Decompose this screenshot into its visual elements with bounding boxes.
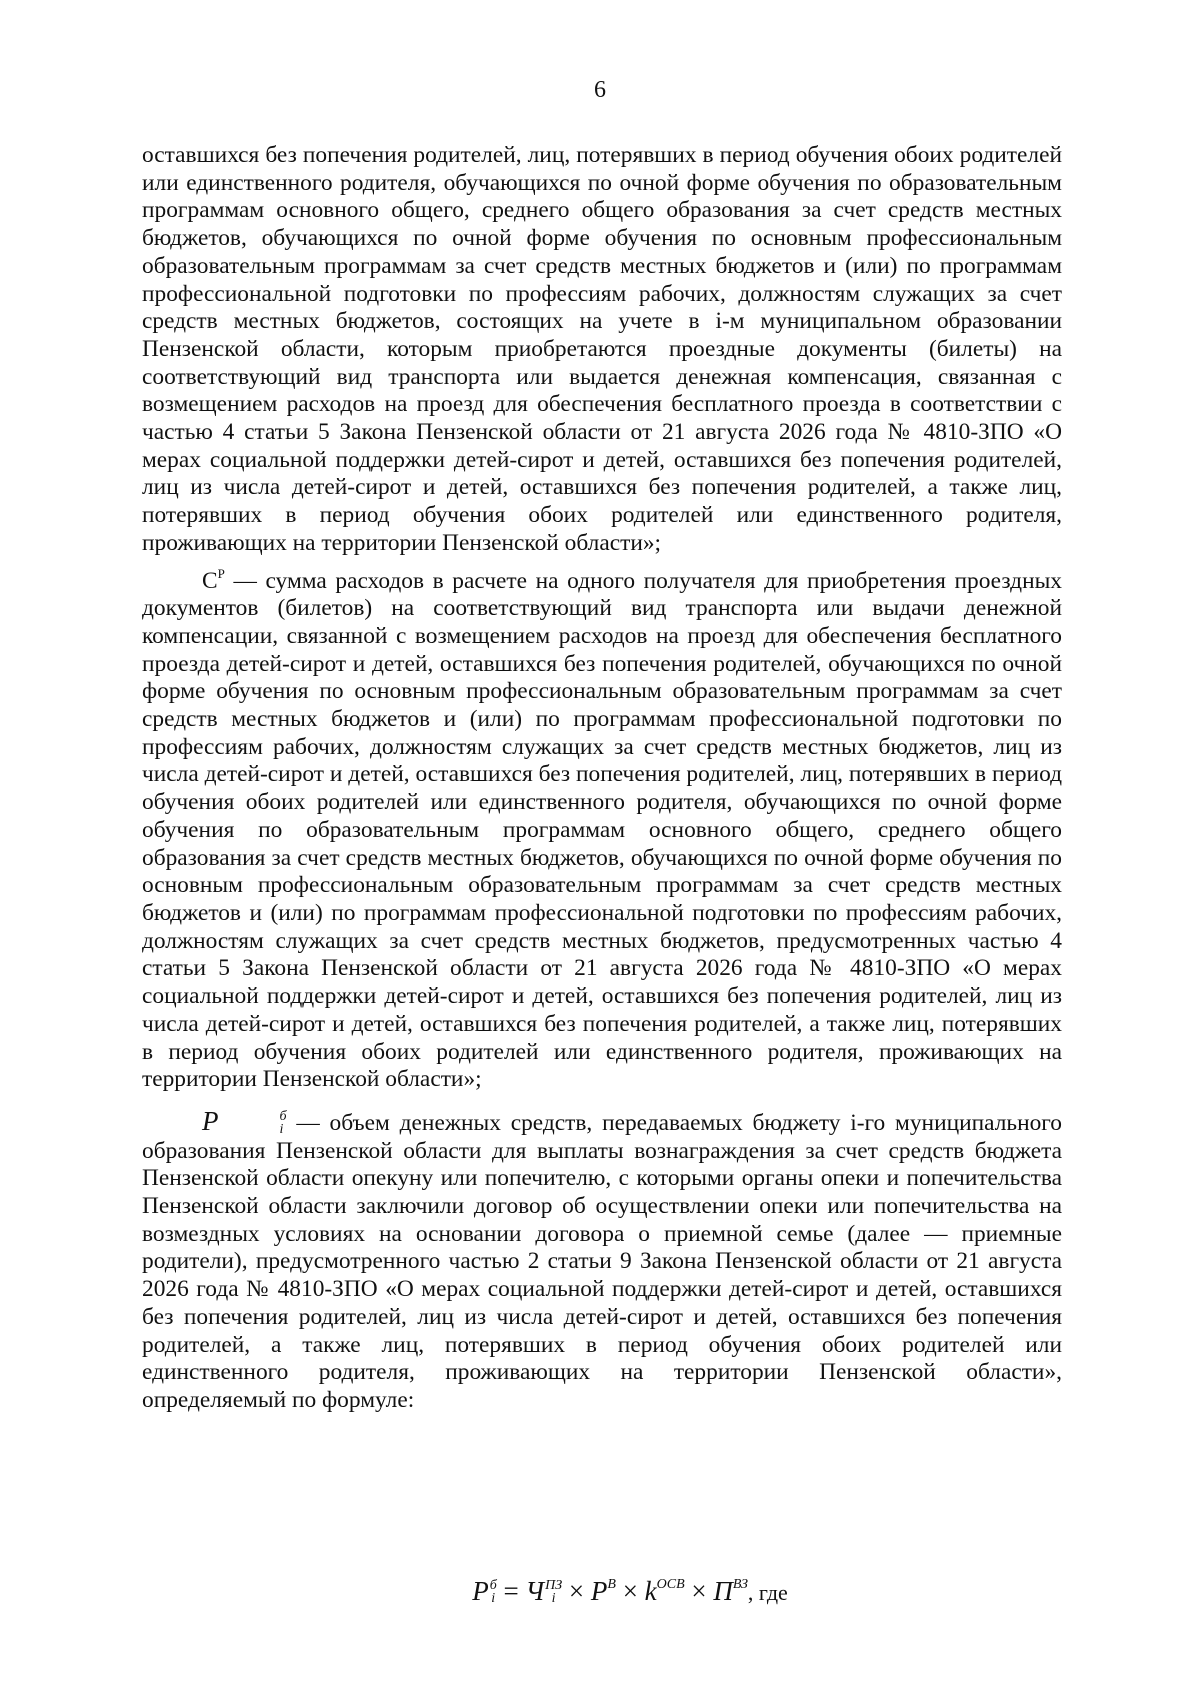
paragraph-definition-cr: [142, 565, 1062, 1094]
formula-term4-base: П: [713, 1576, 733, 1606]
symbol-cr: [202, 565, 225, 594]
formula-term3-sup: ОСВ: [656, 1577, 685, 1592]
formula-term1-base: Ч: [525, 1576, 545, 1606]
symbol-base: P: [202, 1105, 219, 1136]
symbol-subscript: i: [279, 1121, 284, 1137]
formula-lhs-base: P: [472, 1576, 489, 1606]
paragraph-text: — объем денежных средств, передаваемых бюджету i-го муниципального образования Пензенской области для выплаты вознаграждения за счет средств бюджета Пензенской области опекуну или попечителю, с которыми органы опеки и попечительства Пензенской области заключили договор об осуществлении опеки или попечительства на возмездных условиях на основании договора о приемной семье (далее — приемные родители), предусмотренного частью 2 статьи 9 Закона Пензенской области от 21 августа 2026 года № 4810-ЗПО «О мерах социальной поддержки детей-сирот и детей, оставшихся без попечения родителей, лиц из числа детей-сирот и детей, оставшихся без попечения родителей, а также лиц, потерявших в период обучения обоих родителей или единственного родителя, проживающих на территории Пензенской области», определяемый по формуле:: [142, 1109, 1062, 1413]
symbol-base: С: [202, 567, 218, 594]
document-body: [142, 142, 1062, 1415]
formula-term3-base: k: [644, 1576, 657, 1606]
formula-term1-sub: i: [551, 1590, 556, 1606]
formula-term2-base: P: [590, 1576, 608, 1606]
paragraph-continuation: [142, 142, 1062, 558]
paragraph-text: оставшихся без попечения родителей, лиц, потерявших в период обучения обоих родителей или единственного родителя, обучающихся по очной форме обучения по образовательным программам основного общего, среднего общего образования за счет средств местных бюджетов, обучающихся по очной форме обучения по основным профессиональным образовательным программам за счет средств местных бюджетов и (или) по программам профессиональной подготовки по профессиям рабочих, должностям служащих за счет средств местных бюджетов, состоящих на учете в i-м муниципальном образовании Пензенской области, которым приобретаются проездные документы (билеты) на соответствующий вид транспорта или выдается денежная компенсация, связанная с возмещением расходов на проезд для обеспечения бесплатного проезда в соответствии с частью 4 статьи 5 Закона Пензенской области от 21 августа 2026 года № 4810-ЗПО «О мерах социальной поддержки детей-сирот и детей, оставшихся без попечения родителей, лиц из числа детей-сирот и детей, оставшихся без попечения родителей, а также лиц, потерявших в период обучения обоих родителей или единственного родителя, проживающих на территории Пензенской области»;: [142, 142, 1062, 556]
formula-lhs-sup: б: [489, 1577, 497, 1593]
formula-times: ×: [622, 1576, 638, 1606]
formula-equals: =: [503, 1576, 519, 1606]
symbol-pib: [202, 1105, 287, 1137]
formula-times: ×: [568, 1576, 585, 1606]
paragraph-definition-pib: [142, 1105, 1062, 1415]
formula-times: ×: [691, 1576, 707, 1606]
formula-term4-sup: ВЗ: [732, 1577, 748, 1592]
formula-term2-sup: В: [607, 1577, 616, 1592]
paragraph-text: — сумма расходов в расчете на одного получателя для приобретения проездных документов (билетов) на соответствующий вид транспорта или выдачи денежной компенсации, связанной с возмещением расходов на проезд для обеспечения бесплатного проезда детей-сирот и детей, оставшихся без попечения родителей, обучающихся по очной форме обучения по основным профессиональным образовательным программам за счет средств местных бюджетов и (или) по программам профессиональной подготовки по профессиям рабочих, должностям служащих за счет средств местных бюджетов, лиц из числа детей-сирот и детей, оставшихся без попечения родителей, лиц, потерявших в период обучения обоих родителей или единственного родителя, обучающихся по очной форме обучения по образовательным программам основного общего, среднего общего образования за счет средств местных бюджетов, обучающихся по очной форме обучения по основным профессиональным образовательным программам за счет средств местных бюджетов и (или) по программам профессиональной подготовки по профессиям рабочих, должностям служащих за счет средств местных бюджетов, предусмотренных частью 4 статьи 5 Закона Пензенской области от 21 августа 2026 года № 4810-ЗПО «О мерах социальной поддержки детей-сирот и детей, оставшихся без попечения родителей, лиц из числа детей-сирот и детей, оставшихся без попечения родителей, а также лиц, потерявших в период обучения обоих родителей или единственного родителя, проживающих на территории Пензенской области»;: [142, 567, 1062, 1093]
symbol-superscript: б: [279, 1108, 287, 1124]
page-number: 6: [594, 77, 606, 103]
formula: [0, 1574, 1200, 1610]
formula-term1-sup: ПЗ: [545, 1577, 563, 1593]
symbol-superscript: Р: [217, 565, 225, 581]
formula-lhs-sub: i: [491, 1590, 496, 1606]
formula-suffix: , где: [747, 1580, 788, 1605]
